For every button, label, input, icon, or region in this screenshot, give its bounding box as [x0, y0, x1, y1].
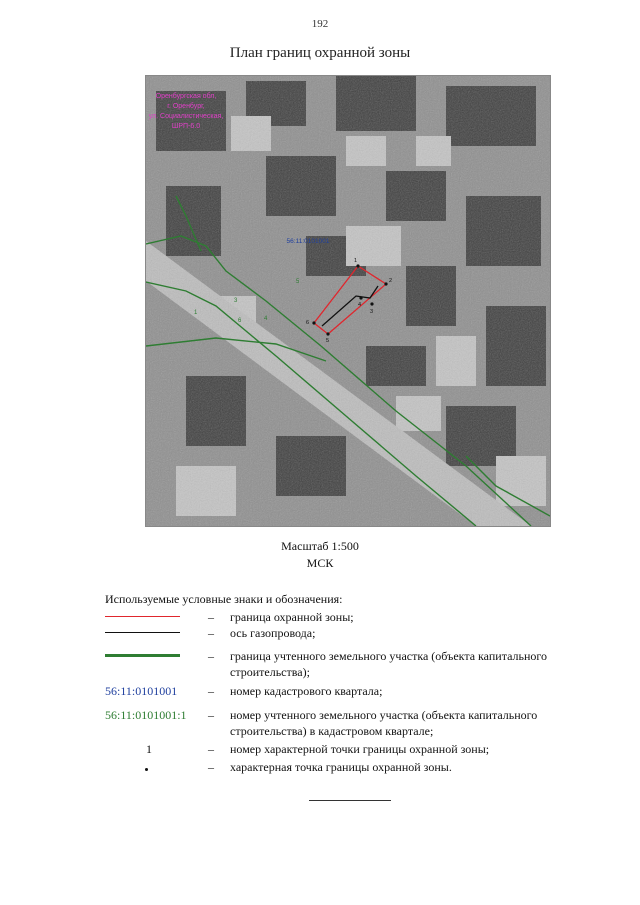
end-rule [309, 800, 391, 801]
coordinate-system: МСК [306, 556, 334, 570]
point-label: 2 [389, 278, 393, 284]
legend-dash: – [208, 708, 214, 722]
legend-heading: Используемые условные знаки и обозначения: [105, 592, 343, 606]
legend-desc: характерная точка границы охранной зоны. [230, 760, 452, 774]
pipeline-axis-swatch [105, 632, 180, 633]
legend-desc: граница учтенного земельного участка (объекта капитального строительства); [230, 649, 548, 679]
aerial-map-svg [146, 76, 550, 526]
parcel-number-sample: 56:11:0101001:1 [105, 708, 187, 722]
stamp-line: ШРП-6.0 [171, 123, 201, 130]
stamp-line: г. Оренбург, [167, 103, 205, 110]
point-label: 3 [370, 309, 374, 315]
parcel-label: 6 [238, 318, 242, 324]
point-label: 5 [326, 338, 330, 344]
point-label: 1 [354, 258, 358, 264]
legend-dash: – [208, 610, 214, 624]
stamp-line: ул. Социалистическая, [148, 113, 224, 120]
point-label: 4 [358, 302, 362, 308]
point-dot-icon [145, 768, 148, 771]
zone-boundary-swatch [105, 616, 180, 617]
parcel-boundary-swatch [105, 654, 180, 657]
legend-dash: – [208, 684, 214, 698]
legend-dash: – [208, 760, 214, 774]
parcel-label: 3 [234, 298, 238, 304]
parcel-label: 4 [264, 316, 268, 322]
parcel-label: 5 [296, 279, 300, 285]
stamp-line: Оренбургская обл, [155, 93, 217, 100]
legend-desc: граница охранной зоны; [230, 610, 354, 624]
page-title: План границ охранной зоны [229, 45, 411, 61]
parcel-label: 1 [194, 310, 198, 316]
legend-dash: – [208, 649, 214, 663]
point-label: 6 [306, 320, 310, 326]
legend-desc: номер учтенного земельного участка (объекта капитального строительства) в кадастровом квартале; [230, 708, 538, 738]
legend-desc: ось газопровода; [230, 626, 316, 640]
page-number: 192 [311, 18, 329, 30]
protection-zone-map [145, 75, 551, 527]
legend-desc: номер характерной точки границы охранной зоны; [230, 742, 490, 756]
map-scale: Масштаб 1:500 [281, 539, 359, 553]
quarter-label: 56:11:0101001 [286, 238, 330, 245]
point-number-sample: 1 [146, 742, 152, 756]
legend-dash: – [208, 626, 214, 640]
legend-desc: номер кадастрового квартала; [230, 684, 383, 698]
quarter-number-sample: 56:11:0101001 [105, 684, 178, 698]
legend-dash: – [208, 742, 214, 756]
